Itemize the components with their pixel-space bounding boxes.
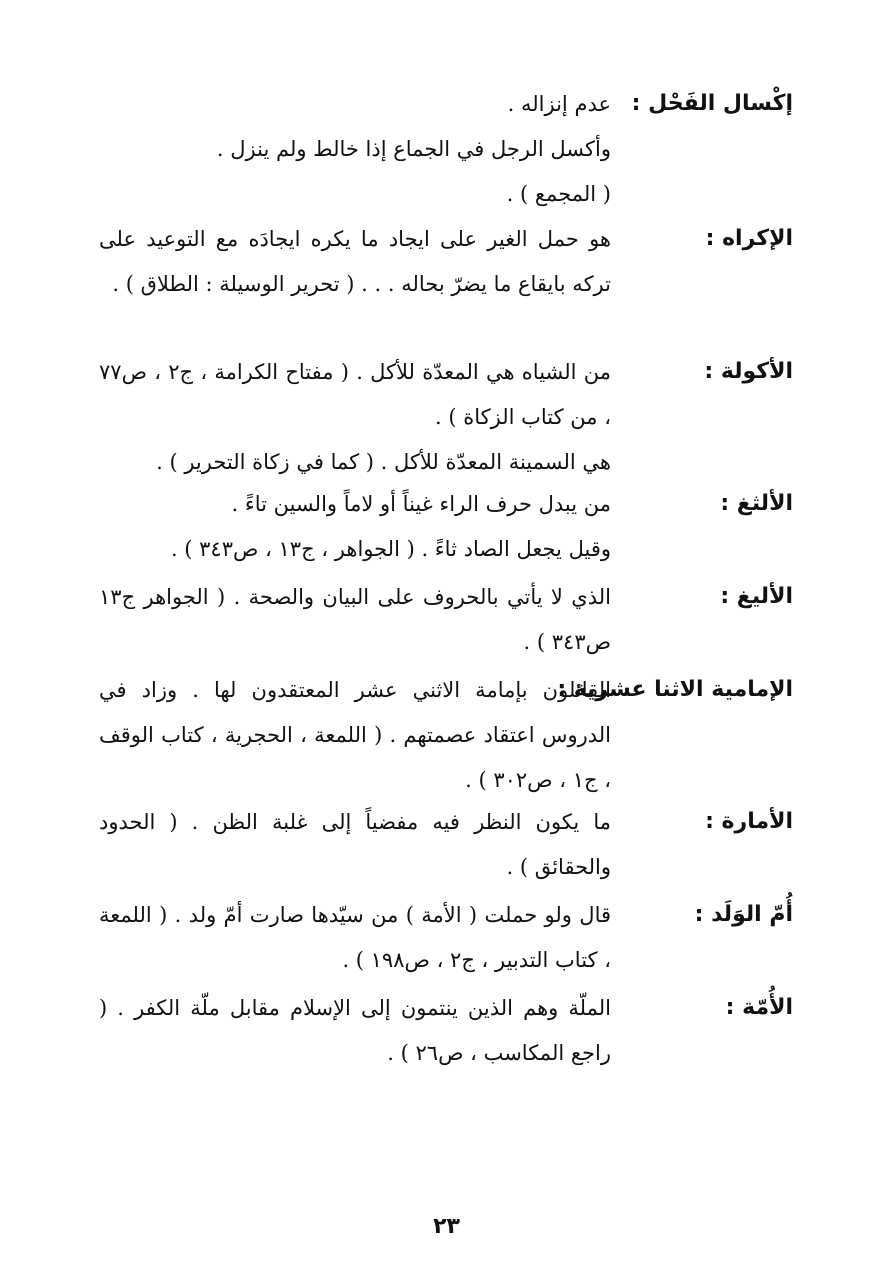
definition-line: القائلون بإمامة الاثني عشر المعتقدون لها . وزاد في الدروس اعتقاد عصمتهم . ( اللمعة ، الحجرية ، كتاب الوقف ، ج١ ، ص٣٠٢ ) . bbox=[99, 678, 611, 792]
entry-definition bbox=[99, 893, 611, 983]
entry-term: أُمّ الوَلَد : bbox=[694, 902, 793, 927]
entry-term: الألثغ : bbox=[720, 491, 793, 516]
definition-line: من يبدل حرف الراء غيناً أو لاماً والسين تاءً . bbox=[231, 492, 611, 516]
definition-line: عدم إنزاله . bbox=[507, 92, 611, 116]
definition-line: ما يكون النظر فيه مفضياً إلى غلبة الظن . ( الحدود والحقائق ) . bbox=[99, 810, 611, 879]
definition-line: هو حمل الغير على ايجاد ما يكره ايجادَه مع التوعيد على تركه بايقاع ما يضرّ بحاله . . . ( تحرير الوسيلة : الطلاق ) . bbox=[99, 227, 611, 296]
definition-line: ( المجمع ) . bbox=[506, 182, 611, 206]
entry-definition bbox=[99, 800, 611, 890]
entry-term: إكْسال الفَحْل : bbox=[631, 91, 793, 116]
definition-line: قال ولو حملت ( الأمة ) من سيّدها صارت أمّ ولد . ( اللمعة ، كتاب التدبير ، ج٢ ، ص١٩٨ ) . bbox=[99, 903, 611, 972]
entry-term: الإكراه : bbox=[705, 226, 793, 251]
definition-line: وأكسل الرجل في الجماع إذا خالط ولم ينزل . bbox=[216, 137, 611, 161]
entry-definition bbox=[99, 82, 611, 217]
entry-definition bbox=[99, 350, 611, 485]
definition-line: هي السمينة المعدّة للأكل . ( كما في زكاة التحرير ) . bbox=[156, 450, 611, 474]
entry-term: الأليغ : bbox=[720, 584, 793, 609]
entry-definition bbox=[99, 482, 611, 572]
entry-term: الإمامية الاثنا عشرية : bbox=[557, 677, 793, 702]
entry-definition bbox=[99, 575, 611, 665]
definition-line: الملّة وهم الذين ينتمون إلى الإسلام مقابل ملّة الكفر . ( راجع المكاسب ، ص٢٦ ) . bbox=[99, 996, 611, 1065]
entry-definition bbox=[99, 986, 611, 1076]
entry-term: الأُمّة : bbox=[725, 995, 793, 1020]
page-number: ٢٣ bbox=[433, 1214, 460, 1239]
definition-line: الذي لا يأتي بالحروف على البيان والصحة . ( الجواهر ج١٣ ص٣٤٣ ) . bbox=[99, 585, 611, 654]
entry-term: الأمارة : bbox=[705, 809, 793, 834]
entry-definition bbox=[99, 217, 611, 307]
glossary-entries bbox=[0, 82, 893, 1122]
definition-line: وقيل يجعل الصاد ثاءً . ( الجواهر ، ج١٣ ، ص٣٤٣ ) . bbox=[170, 537, 611, 561]
definition-line: من الشياه هي المعدّة للأكل . ( مفتاح الكرامة ، ج٢ ، ص٧٧ ، من كتاب الزكاة ) . bbox=[99, 360, 611, 429]
entry-term: الأكولة : bbox=[704, 359, 793, 384]
entry-definition bbox=[99, 668, 611, 803]
